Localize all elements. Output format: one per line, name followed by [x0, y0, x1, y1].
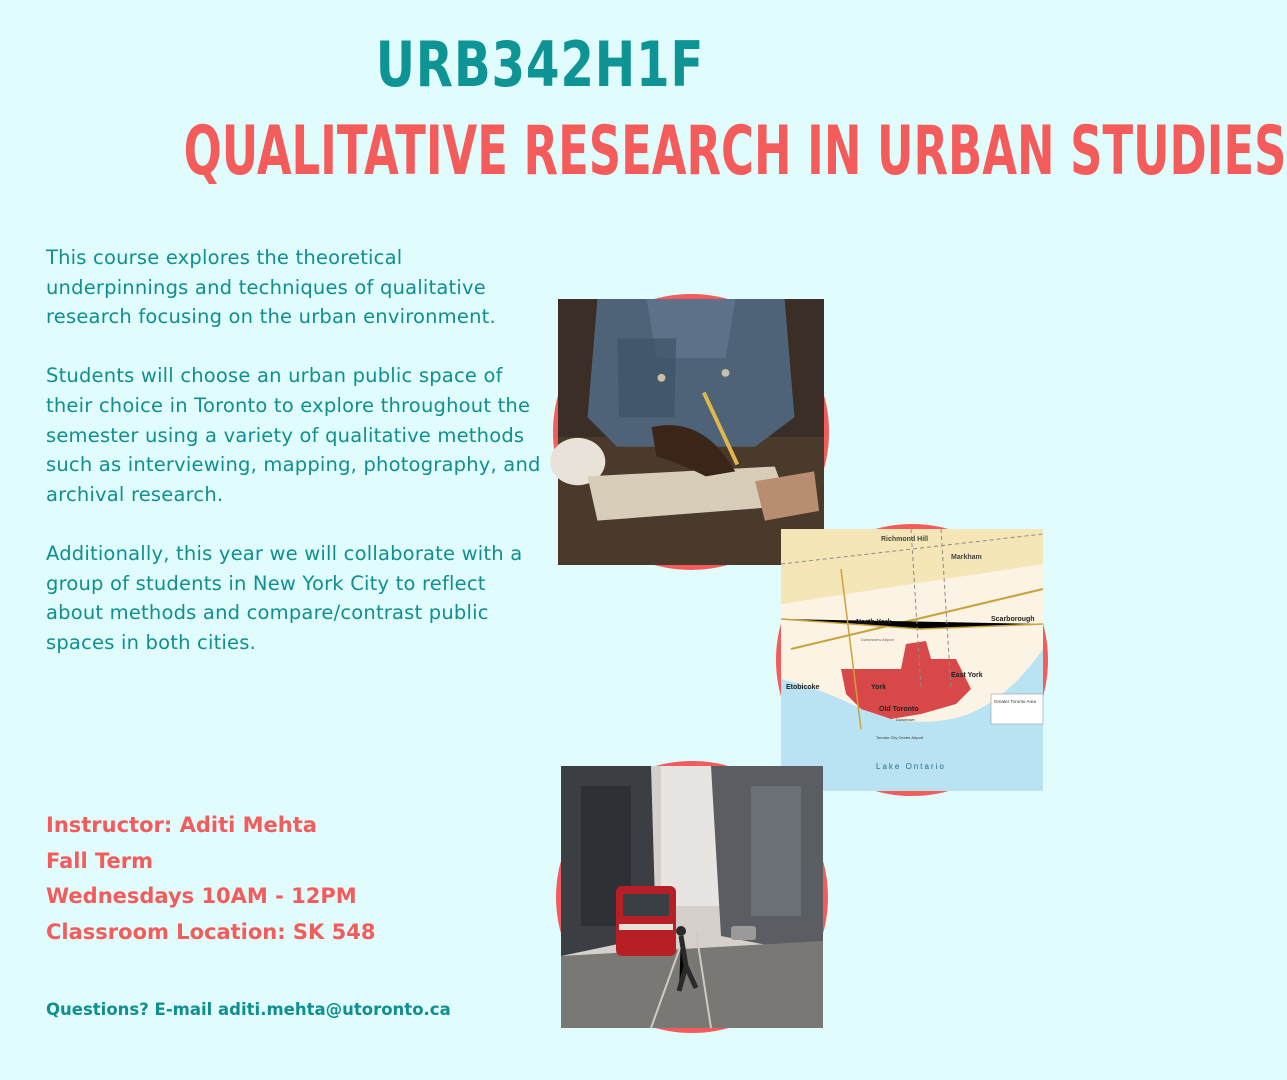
toronto-map [776, 524, 1048, 796]
map-label-lake-ontario: Lake Ontario [876, 762, 946, 771]
description-paragraph-3: Additionally, this year we will collaborate with a group of students in New York City to reflect about methods and compare/contrast public spaces in both cities. [46, 541, 523, 654]
map-label-north-york: North York [856, 619, 892, 626]
contact-email[interactable]: Questions? E-mail aditi.mehta@utoronto.ca [46, 1000, 451, 1019]
map-label-scarborough: Scarborough [991, 616, 1035, 623]
map-label-city-centre-airport: Toronto City Centre Airport [876, 735, 924, 740]
streetcar-photo [556, 761, 828, 1033]
map-label-etobicoke: Etobicoke [786, 684, 820, 691]
description-paragraph-1: This course explores the theoretical underpinnings and techniques of qualitative research focusing on the urban environment. [46, 246, 496, 329]
map-label-old-toronto: Old Toronto [879, 706, 919, 713]
course-title: QUALITATIVE RESEARCH IN URBAN STUDIES [183, 112, 1287, 191]
course-code: URB342H1F [375, 28, 705, 101]
map-label-east-york: East York [951, 672, 983, 679]
map-label-markham: Markham [951, 554, 982, 561]
map-label-downsview-airport: Downsview Airport [861, 637, 894, 642]
map-label-richmond-hill: Richmond Hill [881, 536, 929, 543]
map-label-downtown: Downtown [896, 717, 915, 722]
instructor-line: Instructor: Aditi Mehta [46, 813, 317, 837]
description-paragraph-2: Students will choose an urban public space of their choice in Toronto to explore throughout the semester using a variety of qualitative methods such as interviewing, mapping, photography, and archival research. [46, 364, 541, 506]
location-line: Classroom Location: SK 548 [46, 919, 376, 944]
map-label-york: York [871, 684, 887, 691]
map-label-greater-toronto-area: Greater Toronto Area [994, 699, 1036, 704]
term-line: Fall Term [46, 848, 154, 873]
schedule-line: Wednesdays 10AM - 12PM [46, 884, 357, 908]
